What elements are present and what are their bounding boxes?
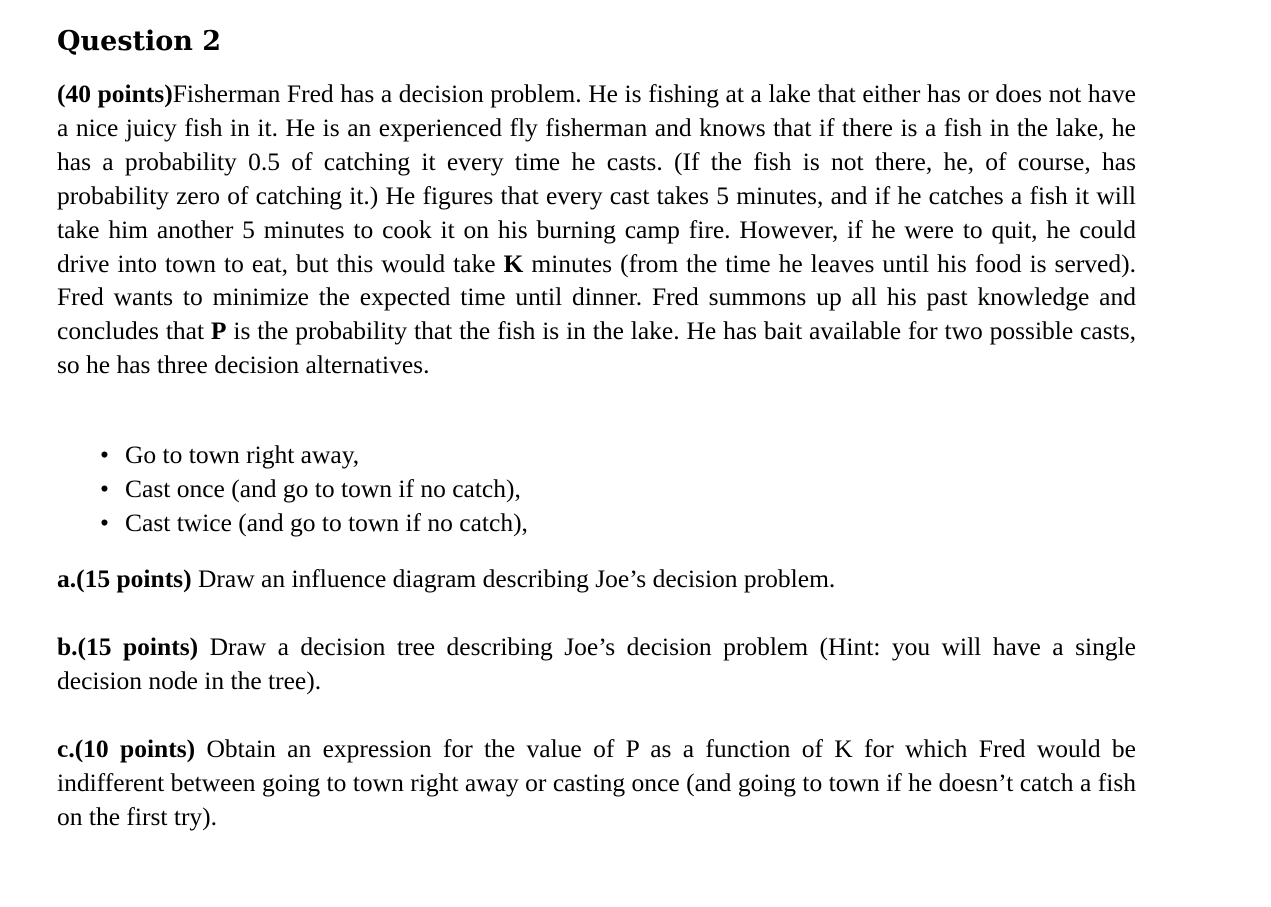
statement-text-3: is the probability that the fish is in the lake. He has bait available for two possible casts, so he has three decision alternatives. <box>57 316 1136 380</box>
list-item <box>100 506 528 540</box>
part-c-text: Obtain an expression for the value of P as a function of K for which Fred would be indifferent between going to town right away or casting once (and going to town if he doesn’t catch a fish on the first try). <box>57 734 1136 831</box>
statement-text-1: Fisherman Fred has a decision problem. He is fishing at a lake that either has or does not have a nice juicy fish in it. He is an experienced fly fisherman and knows that if there is a fish in the lake, he has a probability 0.5 of catching it every time he casts. (If the fish is not there, he, of course, has probability zero of catching it.) He figures that every cast takes 5 minutes, and if he catches a fish it will take him another 5 minutes to cook it on his burning camp fire. However, if he were to quit, he could drive into town to eat, but this would take <box>57 79 1136 278</box>
list-item <box>100 438 528 472</box>
bullet-icon: • <box>100 474 109 503</box>
decision-alternatives-list <box>100 438 528 540</box>
problem-statement <box>57 77 1136 382</box>
statement-text-2: minutes (from the time he leaves until his food is served). Fred wants to minimize the expected time until dinner. Fred summons up all his past knowledge and concludes that <box>57 248 1136 346</box>
part-c-label: c.(10 points) <box>57 734 196 763</box>
bullet-icon: • <box>100 508 109 537</box>
variable-p: P <box>210 316 227 346</box>
part-a <box>57 562 1136 596</box>
list-item <box>100 472 528 506</box>
part-b-text: Draw a decision tree describing Joe’s decision problem (Hint: you will have a single decision node in the tree). <box>57 632 1136 695</box>
part-a-label: a.(15 points) <box>57 564 192 593</box>
part-c <box>57 732 1136 834</box>
variable-k: K <box>503 248 524 278</box>
part-a-text: Draw an influence diagram describing Joe’s decision problem. <box>191 564 836 593</box>
question-title: Question 2 <box>57 26 222 57</box>
alternative-text: Cast once (and go to town if no catch), <box>125 474 521 503</box>
bullet-icon: • <box>100 440 109 469</box>
alternative-text: Go to town right away, <box>125 440 360 469</box>
part-b-label: b.(15 points) <box>57 632 199 661</box>
part-b <box>57 630 1136 698</box>
total-points: (40 points) <box>57 79 173 108</box>
alternative-text: Cast twice (and go to town if no catch), <box>125 508 528 537</box>
